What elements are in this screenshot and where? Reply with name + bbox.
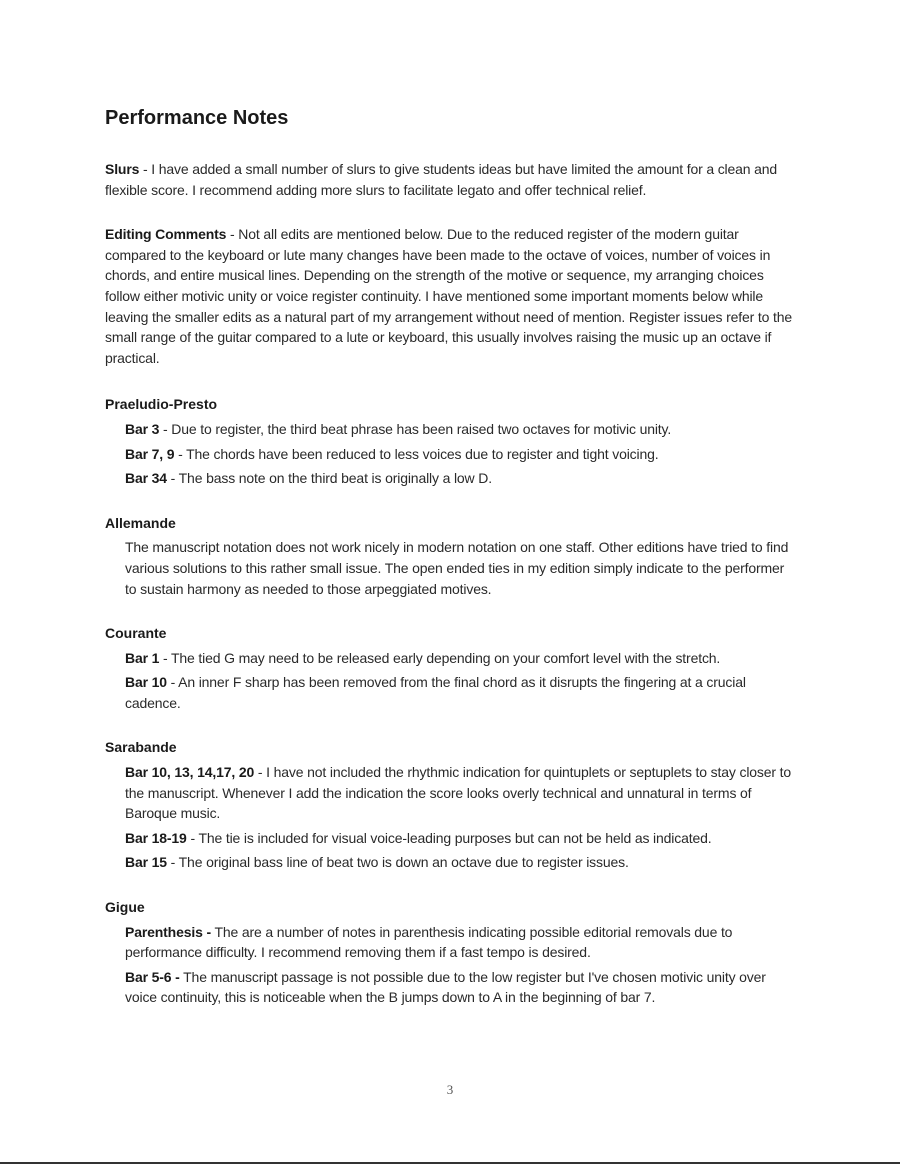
section-title: Courante [105, 625, 167, 642]
note-label: Bar 10 [125, 674, 167, 691]
note-label: Bar 3 [125, 420, 160, 437]
section-allemande [105, 513, 795, 599]
note-text: - Due to register, the third beat phrase has been raised two octaves for motivic unity. [159, 420, 672, 437]
note-text: - The original bass line of beat two is down an octave due to register issues. [166, 854, 629, 871]
section-items [105, 922, 795, 1008]
note-item [125, 468, 795, 489]
note-item [125, 419, 795, 440]
editing-comments-label: Editing Comments [105, 226, 227, 243]
note-item [125, 444, 795, 465]
note-text: - The tied G may need to be released early depending on your comfort level with the stretch. [159, 649, 721, 666]
note-text: The are a number of notes in parenthesis indicating possible editorial removals due to performance difficulty. I recommend removing them if a fast tempo is desired. [125, 923, 733, 961]
note-text: - The chords have been reduced to less voices due to register and tight voicing. [174, 445, 659, 462]
note-item [125, 537, 795, 599]
note-item [125, 828, 795, 849]
note-text: The manuscript notation does not work nicely in modern notation on one staff. Other editions have tried to find various solutions to this rather small issue. The open ended ties in my edition simply indicate to the performer to sustain harmony as needed to those arpeggiated motives. [125, 539, 789, 597]
note-item [125, 672, 795, 713]
section-items [105, 762, 795, 873]
page-content [105, 104, 795, 1032]
note-text: - The tie is included for visual voice-leading purposes but can not be held as indicated. [186, 829, 712, 846]
slurs-label: Slurs [105, 161, 140, 177]
section-sarabande [105, 737, 795, 873]
section-items [105, 419, 795, 489]
slurs-paragraph [105, 159, 795, 200]
section-praeludio-presto [105, 394, 795, 488]
note-item [125, 762, 795, 824]
page-title: Performance Notes [105, 107, 289, 129]
note-item [125, 648, 795, 669]
note-label: Bar 10, 13, 14,17, 20 [125, 764, 255, 781]
section-courante [105, 623, 795, 713]
section-items [105, 537, 795, 599]
note-item [125, 967, 795, 1008]
note-label: Bar 34 [125, 470, 167, 487]
note-label: Bar 7, 9 [125, 445, 175, 462]
section-title: Gigue [105, 899, 145, 916]
section-title: Sarabande [105, 739, 177, 756]
note-item [125, 922, 795, 963]
section-title: Allemande [105, 514, 176, 531]
editing-comments-paragraph [105, 224, 795, 368]
section-items [105, 648, 795, 714]
slurs-text: - I have added a small number of slurs to give students ideas but have limited the amount for a clean and flexible score. I recommend adding more slurs to facilitate legato and offer technical relief. [105, 161, 778, 198]
note-text: The manuscript passage is not possible due to the low register but I've chosen motivic unity over voice continuity, this is noticeable when the B jumps down to A in the beginning of bar 7. [125, 968, 766, 1006]
editing-comments-text: - Not all edits are mentioned below. Due to the reduced register of the modern guitar compared to the keyboard or lute many changes have been made to the octave of voices, number of voices in chords, and entire musical lines. Depending on the strength of the motive or sequence, my arranging choices follow either motivic unity or voice register continuity. I have mentioned some important moments below while leaving the smaller edits as a natural part of my arrangement without need of mention. Register issues refer to the small range of the guitar compared to a lute or keyboard, this usually involves raising the music up an octave if practical. [105, 226, 793, 366]
note-item [125, 852, 795, 873]
section-title: Praeludio-Presto [105, 396, 218, 413]
page-number: 3 [446, 1082, 454, 1097]
section-gigue [105, 897, 795, 1008]
note-label: Bar 15 [125, 854, 167, 871]
note-text: - The bass note on the third beat is originally a low D. [166, 470, 492, 487]
note-text: - I have not included the rhythmic indication for quintuplets or septuplets to stay closer to the manuscript. Whenever I add the indication the score looks overly technical and unnatural in terms of Baroque music. [125, 764, 792, 822]
note-text: - An inner F sharp has been removed from the final chord as it disrupts the fingering at a crucial cadence. [125, 674, 746, 711]
note-label: Bar 1 [125, 649, 160, 666]
note-label: Bar 5-6 - [125, 968, 180, 985]
note-label: Parenthesis - [125, 923, 211, 940]
note-label: Bar 18-19 [125, 829, 187, 846]
